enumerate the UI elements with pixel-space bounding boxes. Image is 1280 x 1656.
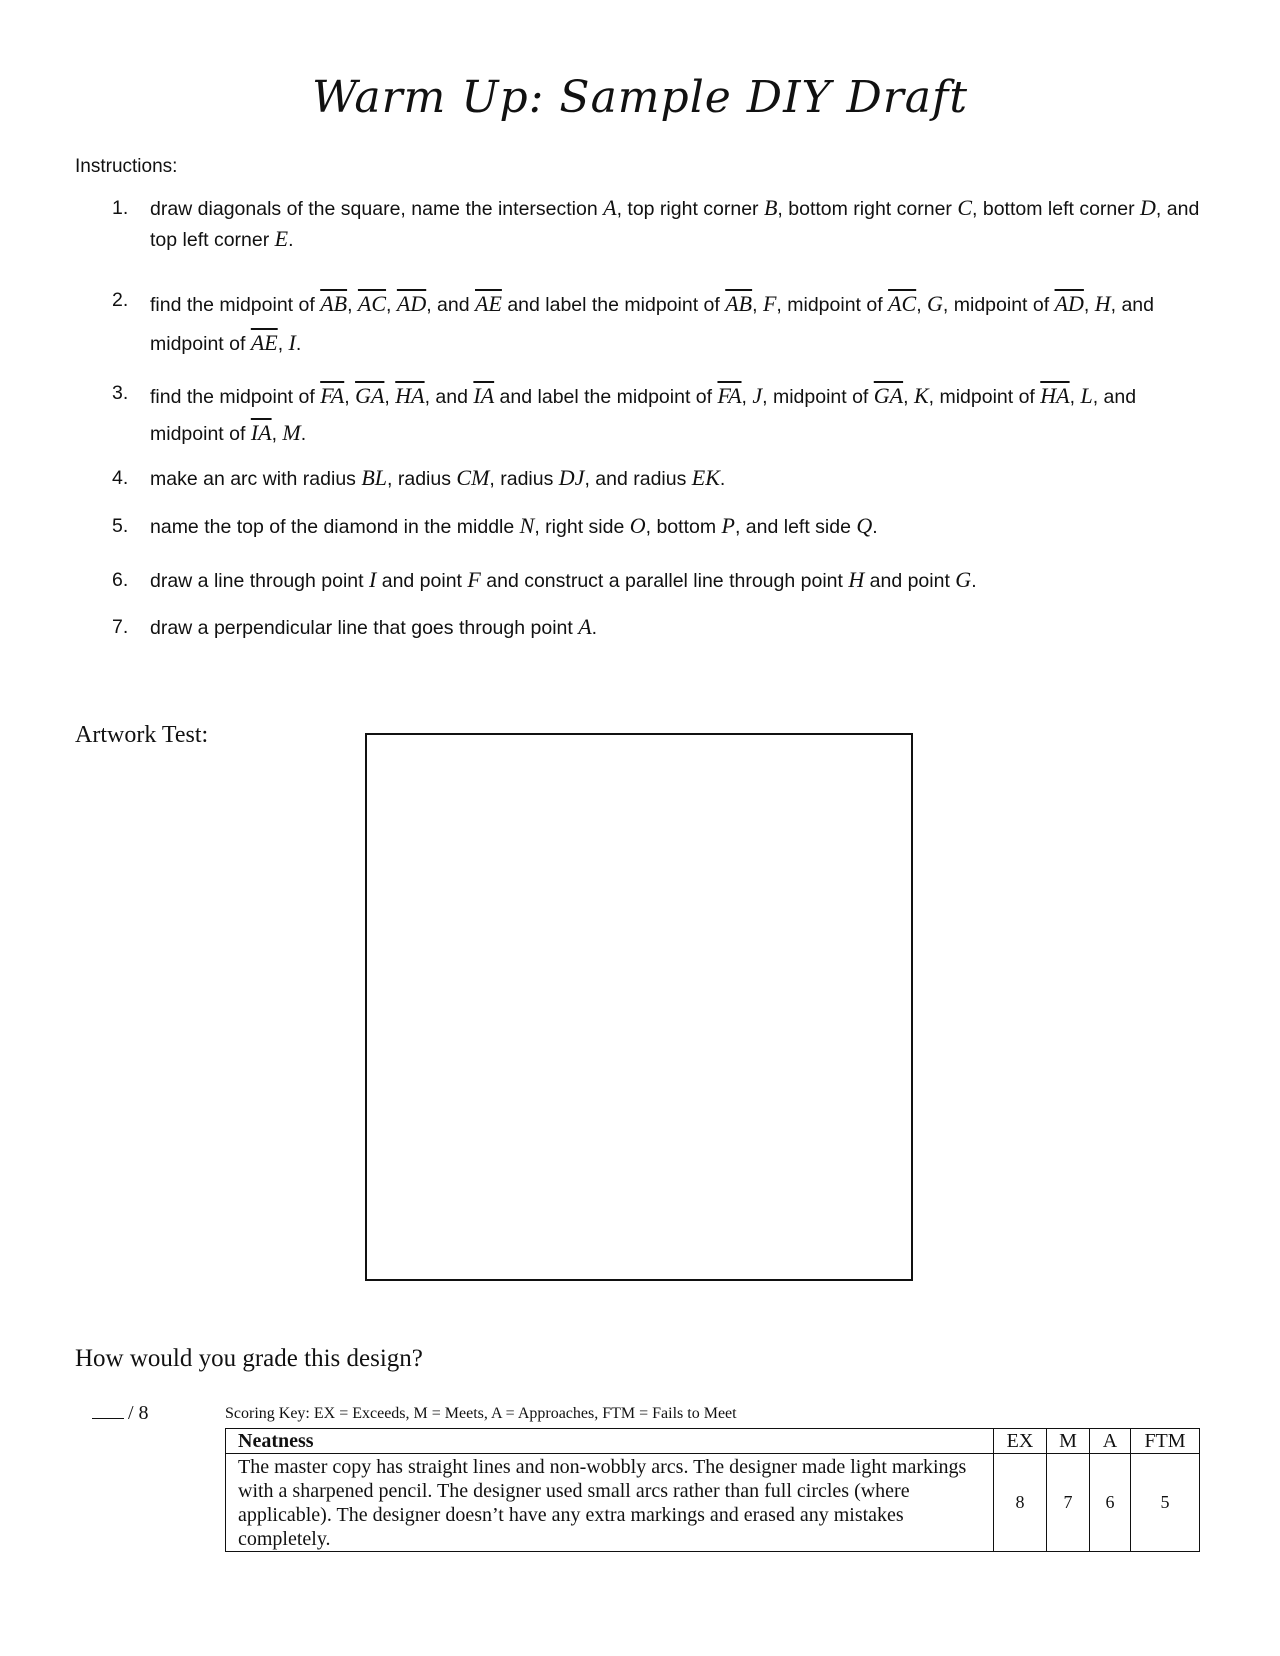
point-symbol: I — [288, 330, 296, 355]
point-symbol: K — [913, 383, 929, 408]
segment-symbol: $\overline{IA}$ — [250, 420, 272, 445]
rubric-header-ftm: FTM — [1131, 1429, 1200, 1454]
scoring-key: Scoring Key: EX = Exceeds, M = Meets, A = Approaches, FTM = Fails to Meet — [225, 1405, 737, 1422]
segment-symbol: $\overline{GA}$ — [873, 383, 904, 408]
step-text-run: , — [386, 294, 397, 316]
segment-symbol: $\overline{HA}$ — [1040, 383, 1070, 408]
step-text-run: and construct a parallel line through point — [480, 570, 849, 592]
step-text-run: , — [347, 294, 358, 316]
point-symbol: H — [848, 567, 865, 592]
step-number: 6. — [112, 569, 129, 591]
segment-symbol: $\overline{FA}$ — [717, 383, 742, 408]
segment-symbol: $\overline{AD}$ — [396, 291, 427, 316]
point-symbol: D — [1140, 195, 1156, 220]
step-text-run: , — [903, 386, 914, 408]
score-blank[interactable] — [92, 1418, 124, 1419]
instruction-step — [112, 565, 1212, 596]
step-text-run: . — [300, 423, 307, 445]
rubric-points-ftm[interactable]: 5 — [1131, 1454, 1200, 1552]
step-text-run: , — [1069, 386, 1081, 408]
score-total: / 8 — [128, 1402, 149, 1424]
segment-symbol: $\overline{AB}$ — [725, 291, 753, 316]
artwork-drawing-area[interactable] — [365, 733, 913, 1281]
point-symbol: M — [282, 420, 301, 445]
rubric-header-a: A — [1090, 1429, 1131, 1454]
step-text-run: draw diagonals of the square, name the intersection — [150, 198, 604, 220]
step-text-run: . — [719, 468, 726, 490]
step-text — [150, 565, 1212, 596]
step-text-run: , radius — [489, 468, 559, 490]
step-text-run: , top right corner — [616, 198, 764, 220]
step-text — [150, 463, 1212, 494]
rubric-points-a[interactable]: 6 — [1090, 1454, 1131, 1552]
step-text — [150, 511, 1212, 542]
step-text-run: draw a perpendicular line that goes through point — [150, 617, 579, 639]
step-text-run: , bottom right corner — [777, 198, 958, 220]
segment-symbol: $\overline{AE}$ — [250, 330, 278, 355]
step-text-run: , — [384, 386, 396, 408]
step-text-run: , midpoint of — [762, 386, 874, 408]
segment-symbol: $\overline{AE}$ — [475, 291, 502, 316]
step-text-run: and point — [376, 570, 468, 592]
step-text-run: , and — [424, 386, 474, 408]
rubric-criterion: Neatness — [226, 1429, 994, 1454]
step-text-run: . — [971, 570, 977, 592]
step-text-run: find the midpoint of — [150, 386, 321, 408]
segment-symbol: $\overline{GA}$ — [355, 383, 385, 408]
instruction-step — [112, 193, 1212, 255]
step-text — [150, 612, 1212, 643]
segment-symbol: $\overline{FA}$ — [320, 383, 345, 408]
point-symbol: Q — [856, 513, 873, 538]
step-text-run: . — [288, 229, 294, 251]
point-symbol: H — [1094, 291, 1111, 316]
segment-symbol: $\overline{AC}$ — [357, 291, 387, 316]
score-field — [92, 1402, 149, 1425]
step-text-run: , and midpoint of — [150, 294, 1154, 355]
step-text-run: , midpoint of — [776, 294, 889, 316]
step-text — [150, 193, 1212, 255]
step-text-run: and label the midpoint of — [501, 294, 726, 316]
step-text-run: find the midpoint of — [150, 294, 321, 316]
step-number: 1. — [112, 197, 129, 219]
point-symbol: F — [762, 291, 777, 316]
rubric-header-m: M — [1047, 1429, 1090, 1454]
step-text-run: , and radius — [584, 468, 692, 490]
page-title: Warm Up: Sample DIY Draft — [312, 72, 968, 123]
segment-symbol: $\overline{AC}$ — [888, 291, 917, 316]
point-symbol: G — [927, 291, 943, 316]
step-text-run: . — [591, 617, 598, 639]
step-text-run: , — [277, 333, 289, 355]
step-text-run: and point — [864, 570, 956, 592]
step-number: 3. — [112, 382, 129, 404]
instruction-step — [112, 612, 1212, 643]
point-symbol: E — [274, 226, 289, 251]
rubric-header-ex: EX — [994, 1429, 1047, 1454]
step-text-run: . — [295, 333, 302, 355]
step-text — [150, 285, 1212, 363]
step-text-run: draw a line through point — [150, 570, 369, 592]
point-symbol: BL — [361, 465, 388, 490]
step-text-run: , — [271, 423, 283, 445]
segment-symbol: $\overline{AD}$ — [1054, 291, 1084, 316]
point-symbol: CM — [456, 465, 490, 490]
instruction-step — [112, 463, 1212, 494]
step-text-run: , — [752, 294, 763, 316]
step-text-run: , bottom left corner — [972, 198, 1141, 220]
point-symbol: P — [721, 513, 735, 538]
step-text — [150, 378, 1212, 452]
point-symbol: DJ — [558, 465, 585, 490]
step-number: 5. — [112, 515, 129, 537]
step-text-run: , bottom — [645, 516, 722, 538]
step-text-run: . — [872, 516, 878, 538]
point-symbol: N — [519, 513, 535, 538]
point-symbol: I — [368, 567, 377, 592]
step-text-run: , — [741, 386, 753, 408]
step-number: 4. — [112, 467, 129, 489]
point-symbol: B — [763, 195, 778, 220]
point-symbol: C — [957, 195, 973, 220]
step-text-run: , radius — [387, 468, 457, 490]
point-symbol: J — [752, 383, 763, 408]
point-symbol: A — [578, 614, 592, 639]
artwork-test-label: Artwork Test: — [75, 722, 209, 748]
instruction-step — [112, 378, 1212, 452]
point-symbol: L — [1080, 383, 1093, 408]
point-symbol: O — [629, 513, 646, 538]
step-text-run: , midpoint of — [928, 386, 1041, 408]
step-text-run: , and top left corner — [150, 198, 1200, 251]
point-symbol: EK — [691, 465, 720, 490]
step-text-run: , and — [426, 294, 476, 316]
step-text-run: , — [916, 294, 928, 316]
step-text-run: , right side — [534, 516, 630, 538]
point-symbol: A — [603, 195, 617, 220]
step-number: 7. — [112, 616, 129, 638]
step-number: 2. — [112, 289, 129, 311]
step-text-run: and label the midpoint of — [494, 386, 718, 408]
point-symbol: F — [467, 567, 481, 592]
rubric-table — [225, 1428, 1200, 1552]
segment-symbol: $\overline{AB}$ — [320, 291, 348, 316]
rubric-row — [226, 1454, 1200, 1552]
step-text-run: , — [1083, 294, 1095, 316]
rubric-points-ex[interactable]: 8 — [994, 1454, 1047, 1552]
step-text-run: make an arc with radius — [150, 468, 362, 490]
grading-question: How would you grade this design? — [75, 1345, 423, 1372]
segment-symbol: $\overline{HA}$ — [395, 383, 425, 408]
step-text-run: , — [344, 386, 356, 408]
step-text-run: , and midpoint of — [150, 386, 1137, 445]
step-text-run: , midpoint of — [942, 294, 1055, 316]
instruction-step — [112, 285, 1212, 363]
rubric-header-row — [226, 1429, 1200, 1454]
instructions-label: Instructions: — [75, 156, 178, 177]
rubric-points-m[interactable]: 7 — [1047, 1454, 1090, 1552]
step-text-run: , and left side — [734, 516, 857, 538]
step-text-run: name the top of the diamond in the middle — [150, 516, 520, 538]
instruction-step — [112, 511, 1212, 542]
rubric-description: The master copy has straight lines and non-wobbly arcs. The designer made light markings with a sharpened pencil. The designer used small arcs rather than full circles (where applicable). The designer doesn’t have any extra markings and erased any mistakes completely. — [226, 1454, 994, 1552]
point-symbol: G — [955, 567, 972, 592]
segment-symbol: $\overline{IA}$ — [473, 383, 495, 408]
